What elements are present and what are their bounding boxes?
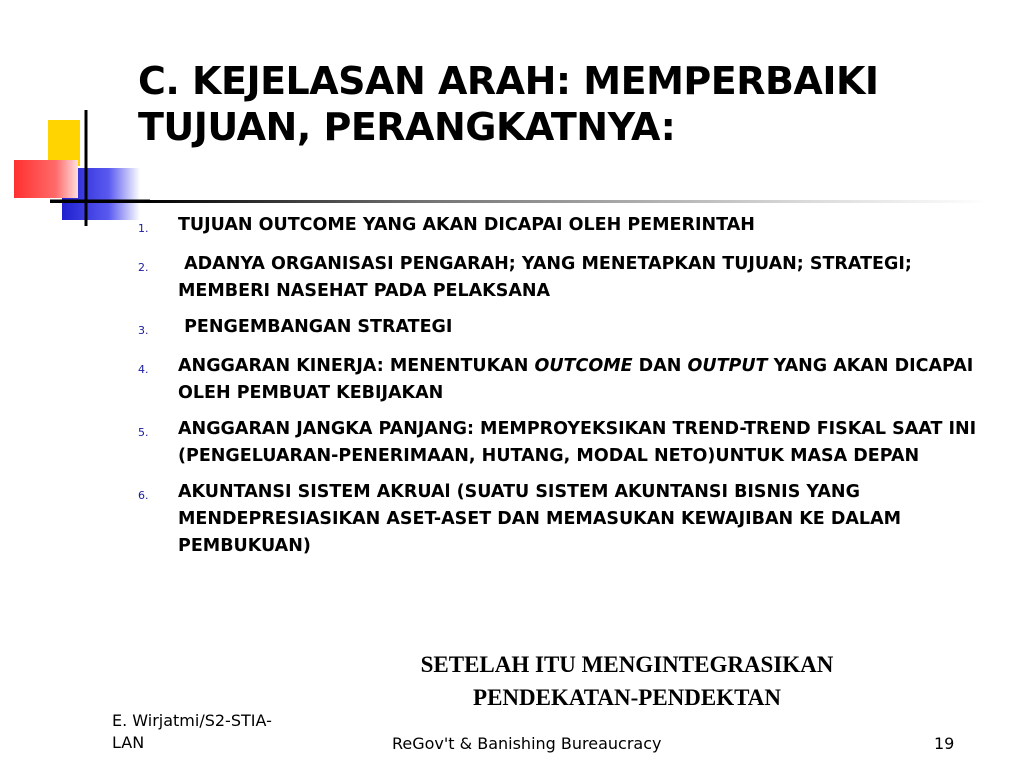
footer-author	[112, 710, 312, 754]
slide-number: 19	[934, 734, 955, 753]
text-segment: YANG AKAN DICAPAI OLEH PEMBUAT KEBIJAKAN	[178, 356, 980, 403]
list-number: 5.	[138, 426, 149, 439]
list-item-text	[178, 353, 998, 407]
decorative-squares	[0, 0, 150, 240]
title-underline	[50, 200, 990, 203]
list-item-text: ANGGARAN JANGKA PANJANG: MEMPROYEKSIKAN TREND-TREND FISKAL SAAT INI (PENGELUARAN-PENERIMAAN, HUTANG, MODAL NETO)UNTUK MASA DEPAN	[178, 419, 977, 466]
list-item	[138, 314, 998, 344]
list-item	[138, 353, 998, 407]
text-segment: ANGGARAN KINERJA: MENENTUKAN	[178, 356, 535, 376]
list-number: 3.	[138, 324, 149, 337]
list-item-text: TUJUAN OUTCOME YANG AKAN DICAPAI OLEH PEMERINTAH	[178, 215, 755, 235]
list-item-text: AKUNTANSI SISTEM AKRUAl (SUATU SISTEM AKUNTANSI BISNIS YANG MENDEPRESIASIKAN ASET-ASET DAN MEMASUKAN KEWAJIBAN KE DALAM PEMBUKUAN)	[178, 482, 902, 556]
list-number: 2.	[138, 261, 149, 274]
outcome-emphasis: OUTCOME	[534, 356, 633, 376]
red-square	[14, 160, 78, 198]
footer-title: ReGov't & Banishing Bureaucracy	[392, 734, 662, 753]
list-item	[138, 479, 998, 560]
text-segment: DAN	[632, 356, 688, 376]
list-number: 4.	[138, 363, 149, 376]
title-line-1: C. KEJELASAN ARAH: MEMPERBAIKI	[138, 59, 879, 103]
footer-author-line-1: E. Wirjatmi/S2-STIA-	[112, 711, 272, 730]
list-item	[138, 416, 998, 470]
title-line-2: TUJUAN, PERANGKATNYA:	[138, 105, 676, 149]
list-item	[138, 251, 998, 305]
yellow-square	[48, 120, 80, 166]
output-emphasis: OUTPUT	[687, 356, 768, 376]
closing-note-line-2: PENDEKATAN-PENDEKTAN	[473, 685, 781, 710]
slide-title	[138, 58, 998, 150]
footer-author-line-2: LAN	[112, 733, 145, 752]
closing-note	[340, 648, 914, 714]
list-number: 6.	[138, 489, 149, 502]
list-item	[138, 212, 998, 242]
list-item-text: PENGEMBANGAN STRATEGI	[178, 317, 453, 337]
list-number: 1.	[138, 222, 149, 235]
closing-note-line-1: SETELAH ITU MENGINTEGRASIKAN	[420, 652, 834, 677]
list-item-text: ADANYA ORGANISASI PENGARAH; YANG MENETAPKAN TUJUAN; STRATEGI; MEMBERI NASEHAT PADA PELAKSANA	[178, 254, 918, 301]
numbered-list	[138, 212, 998, 569]
